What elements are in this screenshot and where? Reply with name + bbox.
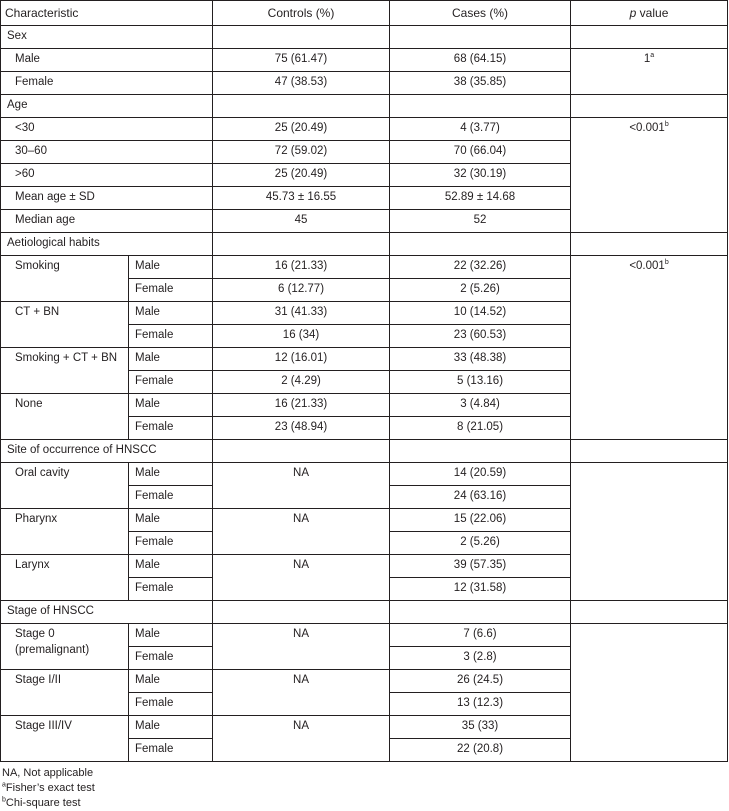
- cases-value: 33 (48.38): [390, 348, 571, 371]
- group-label: Stage III/IV: [1, 716, 129, 762]
- p-value-age: <0.001$^b$: [571, 118, 728, 233]
- controls-value: 25 (20.49): [213, 164, 390, 187]
- cases-value: 5 (13.16): [390, 371, 571, 394]
- section-title-site: Site of occurrence of HNSCC: [1, 440, 213, 463]
- sex-label: Female: [129, 417, 213, 440]
- controls-value: NA: [213, 716, 390, 762]
- footnote-b: $^b$Chi-square test: [2, 796, 81, 809]
- group-label: Larynx: [1, 555, 129, 601]
- section-row-age: [1, 95, 728, 118]
- footnote-b-marker: b: [2, 796, 6, 804]
- section-row-habits: [1, 233, 728, 256]
- cases-value: 26 (24.5): [390, 670, 571, 693]
- table-row: [1, 72, 728, 95]
- sex-label: Female: [129, 279, 213, 302]
- cases-value: 3 (4.84): [390, 394, 571, 417]
- controls-value: 16 (34): [213, 325, 390, 348]
- sex-label: Male: [129, 509, 213, 532]
- sex-label: Male: [129, 555, 213, 578]
- controls-value: 16 (21.33): [213, 394, 390, 417]
- controls-value: 75 (61.47): [213, 49, 390, 72]
- row-label: Median age: [1, 210, 213, 233]
- sex-label: Female: [129, 325, 213, 348]
- controls-value: 2 (4.29): [213, 371, 390, 394]
- group-label: None: [1, 394, 129, 440]
- section-row-stage: [1, 601, 728, 624]
- group-label: Stage I/II: [1, 670, 129, 716]
- cases-value: 32 (30.19): [390, 164, 571, 187]
- table-row: [1, 49, 728, 72]
- table-row: [1, 463, 728, 486]
- section-title-age: Age: [1, 95, 213, 118]
- group-label: Smoking + CT + BN: [1, 348, 129, 394]
- table-row: [1, 118, 728, 141]
- cases-value: 12 (31.58): [390, 578, 571, 601]
- header-p-value: [571, 1, 728, 26]
- header-row: [1, 1, 728, 26]
- cases-value: 70 (66.04): [390, 141, 571, 164]
- sex-label: Male: [129, 256, 213, 279]
- cases-value: 2 (5.26): [390, 532, 571, 555]
- header-p-suffix: value: [636, 6, 669, 20]
- controls-value: 31 (41.33): [213, 302, 390, 325]
- row-label: Male: [1, 49, 213, 72]
- sex-label: Female: [129, 371, 213, 394]
- section-title-stage: Stage of HNSCC: [1, 601, 213, 624]
- section-row-site: [1, 440, 728, 463]
- controls-value: 45.73 ± 16.55: [213, 187, 390, 210]
- header-p-letter: p: [629, 6, 637, 20]
- header-cases: Cases (%): [390, 1, 571, 26]
- group-label: Smoking: [1, 256, 129, 302]
- p-value-habits: <0.001$^b$: [571, 256, 728, 440]
- sex-label: Female: [129, 578, 213, 601]
- sex-label: Male: [129, 716, 213, 739]
- cases-value: 7 (6.6): [390, 624, 571, 647]
- section-title-sex: Sex: [1, 26, 213, 49]
- cases-value: 4 (3.77): [390, 118, 571, 141]
- controls-value: NA: [213, 670, 390, 716]
- footnote-na: NA, Not applicable: [2, 767, 94, 779]
- sex-label: Female: [129, 693, 213, 716]
- controls-value: 72 (59.02): [213, 141, 390, 164]
- sex-label: Female: [129, 532, 213, 555]
- sex-label: Male: [129, 624, 213, 647]
- cases-value: 2 (5.26): [390, 279, 571, 302]
- sex-label: Male: [129, 394, 213, 417]
- sex-label: Male: [129, 302, 213, 325]
- cases-value: 13 (12.3): [390, 693, 571, 716]
- p-value-sex: 1$^a$: [571, 49, 728, 72]
- group-label: Oral cavity: [1, 463, 129, 509]
- row-label: Mean age ± SD: [1, 187, 213, 210]
- cases-value: 22 (20.8): [390, 739, 571, 762]
- controls-value: NA: [213, 624, 390, 670]
- controls-value: NA: [213, 555, 390, 601]
- cases-value: 52.89 ± 14.68: [390, 187, 571, 210]
- cases-value: 3 (2.8): [390, 647, 571, 670]
- sex-label: Male: [129, 670, 213, 693]
- cases-value: 23 (60.53): [390, 325, 571, 348]
- cases-value: 38 (35.85): [390, 72, 571, 95]
- group-label: Pharynx: [1, 509, 129, 555]
- sex-label: Female: [129, 486, 213, 509]
- group-label: CT + BN: [1, 302, 129, 348]
- sex-label: Female: [129, 739, 213, 762]
- sex-label: Male: [129, 463, 213, 486]
- footnote-a-marker: a: [2, 781, 6, 789]
- section-title-habits: Aetiological habits: [1, 233, 213, 256]
- footnote-marker-b: b: [664, 259, 669, 267]
- table-footnotes: [0, 762, 729, 811]
- cases-value: 10 (14.52): [390, 302, 571, 325]
- sex-label: Male: [129, 348, 213, 371]
- group-label: Stage 0 (premalignant): [1, 624, 129, 670]
- cases-value: 24 (63.16): [390, 486, 571, 509]
- cases-value: 15 (22.06): [390, 509, 571, 532]
- controls-value: NA: [213, 463, 390, 509]
- cases-value: 14 (20.59): [390, 463, 571, 486]
- row-label: 30–60: [1, 141, 213, 164]
- table-row: [1, 256, 728, 279]
- row-label: <30: [1, 118, 213, 141]
- controls-value: 45: [213, 210, 390, 233]
- controls-value: 6 (12.77): [213, 279, 390, 302]
- cases-value: 52: [390, 210, 571, 233]
- controls-value: 16 (21.33): [213, 256, 390, 279]
- controls-value: 25 (20.49): [213, 118, 390, 141]
- controls-value: 23 (48.94): [213, 417, 390, 440]
- cases-value: 68 (64.15): [390, 49, 571, 72]
- footnote-a: $^a$Fisher’s exact test: [2, 781, 95, 794]
- table-row: [1, 624, 728, 647]
- cases-value: 8 (21.05): [390, 417, 571, 440]
- controls-value: NA: [213, 509, 390, 555]
- header-characteristic: Characteristic: [1, 1, 213, 26]
- controls-value: 47 (38.53): [213, 72, 390, 95]
- row-label: >60: [1, 164, 213, 187]
- cases-value: 35 (33): [390, 716, 571, 739]
- row-label: Female: [1, 72, 213, 95]
- footnote-marker-b: b: [664, 121, 669, 129]
- cases-value: 22 (32.26): [390, 256, 571, 279]
- section-row-sex: [1, 26, 728, 49]
- controls-value: 12 (16.01): [213, 348, 390, 371]
- header-controls: Controls (%): [213, 1, 390, 26]
- footnote-marker-a: a: [650, 52, 655, 60]
- sex-label: Female: [129, 647, 213, 670]
- cases-value: 39 (57.35): [390, 555, 571, 578]
